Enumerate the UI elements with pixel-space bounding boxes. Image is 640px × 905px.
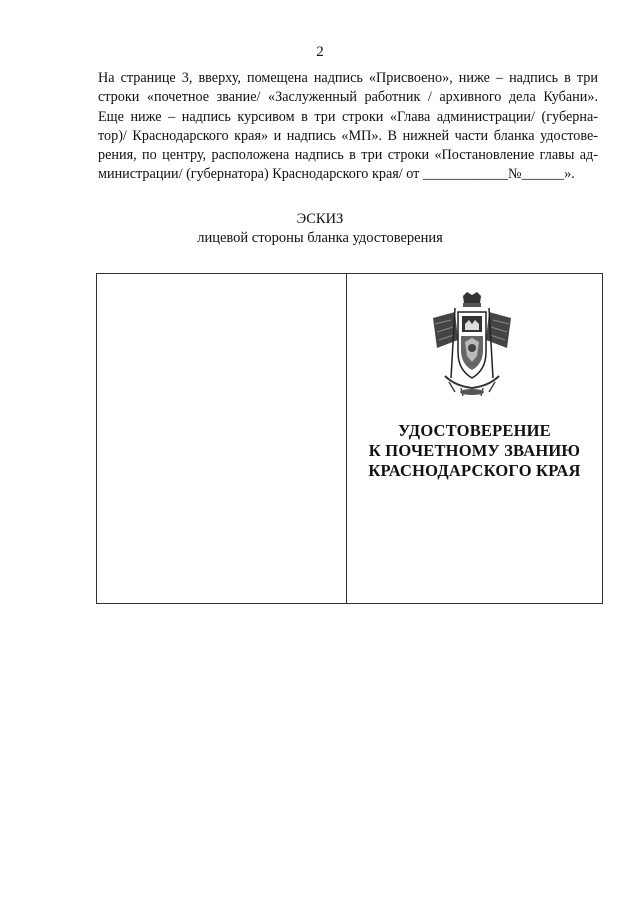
body-line: рения, по центру, расположена надпись в три строки «Постановление главы ад- bbox=[98, 147, 598, 164]
body-paragraph bbox=[98, 69, 598, 185]
krasnodar-coat-of-arms-icon bbox=[425, 290, 519, 398]
body-line: строки «почетное звание/ «Заслуженный работник / архивного дела Кубани». bbox=[98, 89, 598, 106]
body-line: На странице 3, вверху, помещена надпись «Присвоено», ниже – надпись в три bbox=[98, 70, 598, 86]
body-line: Еще ниже – надпись курсивом в три строки «Глава администрации/ (губерна- bbox=[98, 108, 598, 125]
certificate-title bbox=[347, 421, 602, 481]
form-right-panel bbox=[347, 274, 602, 603]
sketch-title: ЭСКИЗ bbox=[296, 211, 344, 227]
body-line: тор)/ Краснодарского края» и надпись «МП». В нижней части бланка удостове- bbox=[98, 127, 598, 144]
page-number: 2 bbox=[316, 44, 324, 60]
sketch-subtitle: лицевой стороны бланка удостоверения bbox=[197, 230, 443, 246]
certificate-form-sketch bbox=[96, 273, 603, 604]
certificate-title-line: К ПОЧЕТНОМУ ЗВАНИЮ bbox=[368, 441, 581, 460]
certificate-title-line: УДОСТОВЕРЕНИЕ bbox=[398, 421, 551, 440]
certificate-title-line: КРАСНОДАРСКОГО КРАЯ bbox=[368, 461, 581, 480]
body-line: министрации/ (губернатора) Краснодарского края/ от ____________№______». bbox=[98, 166, 575, 183]
form-left-panel bbox=[97, 274, 346, 603]
